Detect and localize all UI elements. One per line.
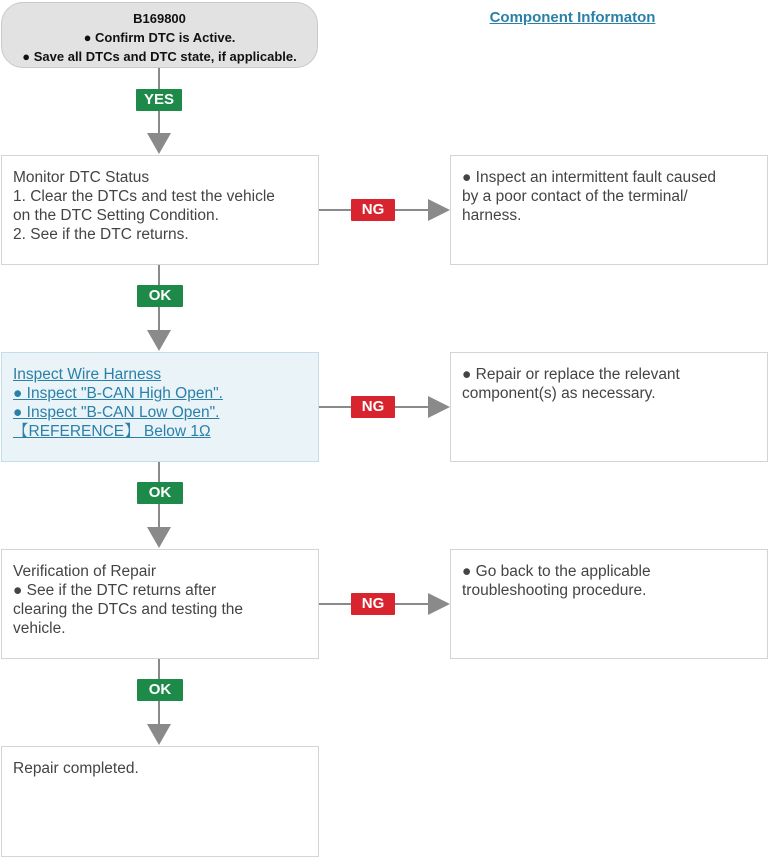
component-information-link[interactable]: Component Informaton bbox=[489, 9, 656, 26]
step-verification-of-repair bbox=[1, 549, 319, 659]
step1-title: Monitor DTC Status bbox=[13, 169, 150, 186]
inspect-bcan-low-open-link[interactable]: ● Inspect "B-CAN Low Open". bbox=[13, 404, 220, 421]
step1-line: 1. Clear the DTCs and test the vehicle bbox=[13, 188, 275, 205]
action1-line: by a poor contact of the terminal/ bbox=[462, 188, 688, 205]
end-repair-completed bbox=[1, 746, 319, 857]
step1-line: 2. See if the DTC returns. bbox=[13, 226, 189, 243]
yes-badge: YES bbox=[136, 89, 182, 111]
ok-badge: OK bbox=[137, 285, 183, 307]
dtc-code: B169800 bbox=[133, 11, 186, 26]
step-monitor-dtc-status bbox=[1, 155, 319, 265]
inspect-bcan-high-open-link[interactable]: ● Inspect "B-CAN High Open". bbox=[13, 385, 223, 402]
action1-line: ● Inspect an intermittent fault caused bbox=[462, 169, 717, 186]
ng-badge: NG bbox=[351, 199, 395, 221]
action1-line: harness. bbox=[462, 207, 522, 224]
inspect-wire-harness-link[interactable]: Inspect Wire Harness bbox=[13, 366, 162, 383]
arrow-down-icon bbox=[147, 330, 171, 351]
arrow-right-icon bbox=[428, 396, 450, 418]
start-line-confirm: ● Confirm DTC is Active. bbox=[83, 30, 236, 45]
ng-badge: NG bbox=[351, 396, 395, 418]
start-line-save: ● Save all DTCs and DTC state, if applicable. bbox=[22, 49, 297, 64]
action-intermittent-fault bbox=[450, 155, 768, 265]
step1-line: on the DTC Setting Condition. bbox=[13, 207, 219, 224]
action3-line: troubleshooting procedure. bbox=[462, 582, 647, 599]
start-terminal bbox=[1, 2, 318, 68]
action2-line: ● Repair or replace the relevant bbox=[462, 366, 680, 383]
step3-title: Verification of Repair bbox=[13, 563, 157, 580]
arrow-down-icon bbox=[147, 133, 171, 154]
action-repair-replace bbox=[450, 352, 768, 462]
ok-badge: OK bbox=[137, 482, 183, 504]
arrow-down-icon bbox=[147, 527, 171, 548]
action-go-back bbox=[450, 549, 768, 659]
arrow-right-icon bbox=[428, 199, 450, 221]
end-text: Repair completed. bbox=[13, 760, 139, 777]
step-inspect-wire-harness bbox=[1, 352, 319, 462]
step3-line: clearing the DTCs and testing the bbox=[13, 601, 244, 618]
ng-badge: NG bbox=[351, 593, 395, 615]
step3-line: ● See if the DTC returns after bbox=[13, 582, 217, 599]
step3-line: vehicle. bbox=[13, 620, 66, 637]
ok-badge: OK bbox=[137, 679, 183, 701]
reference-link[interactable]: 【REFERENCE】 Below 1Ω bbox=[13, 423, 211, 440]
action2-line: component(s) as necessary. bbox=[462, 385, 656, 402]
arrow-down-icon bbox=[147, 724, 171, 745]
action3-line: ● Go back to the applicable bbox=[462, 563, 651, 580]
arrow-right-icon bbox=[428, 593, 450, 615]
